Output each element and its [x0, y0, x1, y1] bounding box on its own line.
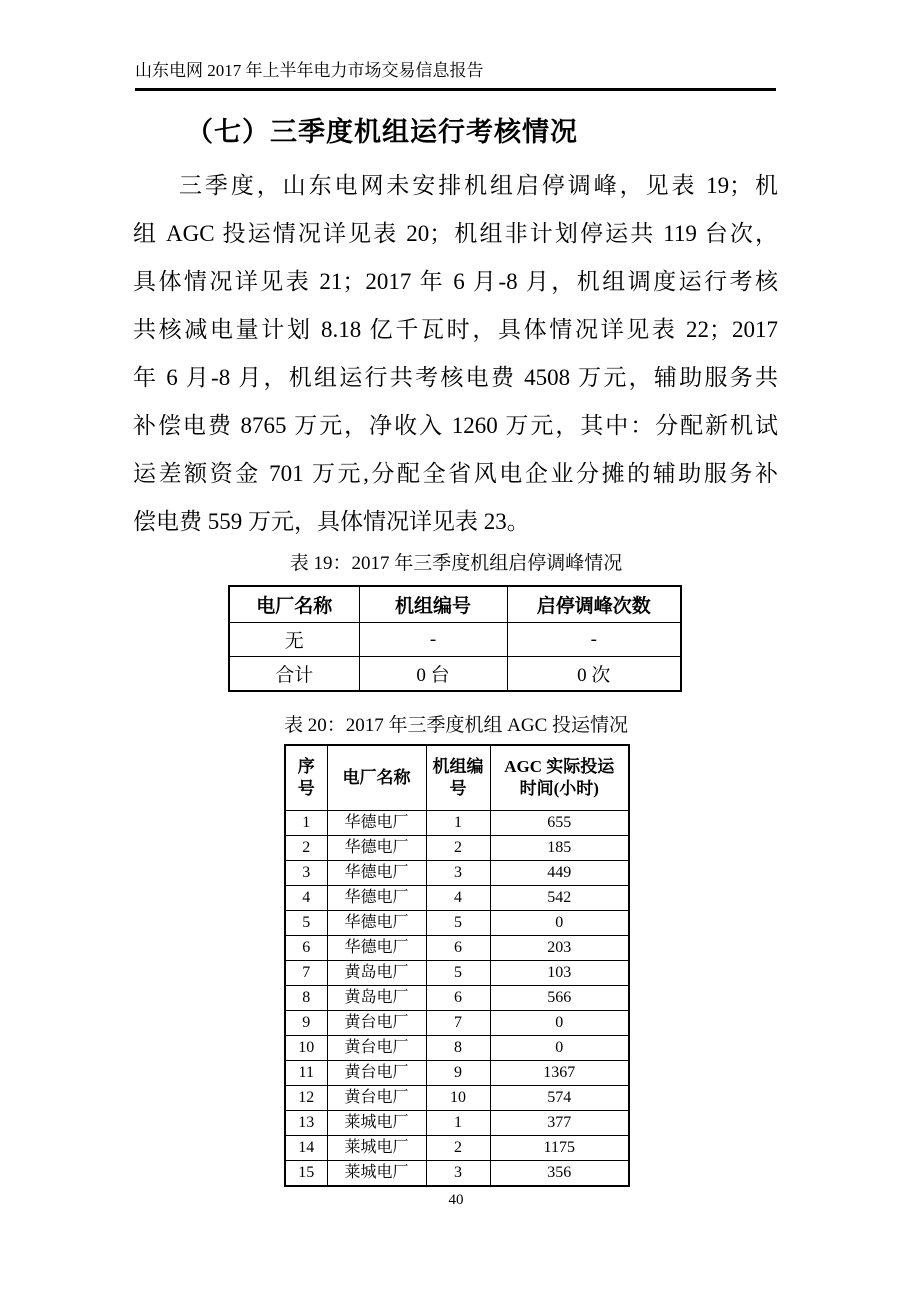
table20-header-row: [285, 745, 629, 811]
table19-cell: -: [359, 623, 507, 657]
table20-cell: 华德电厂: [327, 811, 426, 836]
table20-cell: 449: [490, 861, 629, 886]
table20-header-cell: 电厂名称: [327, 745, 426, 811]
table19-header-cell: 电厂名称: [229, 586, 359, 623]
table20: [284, 744, 630, 1187]
table20-cell: 11: [285, 1061, 327, 1086]
table20-cell: 3: [426, 1161, 490, 1187]
table20-cell: 12: [285, 1086, 327, 1111]
table20-cell: 华德电厂: [327, 886, 426, 911]
table20-cell: 4: [426, 886, 490, 911]
table20-cell: 6: [426, 936, 490, 961]
table20-cell: 14: [285, 1136, 327, 1161]
table-row: [285, 1161, 629, 1187]
table20-cell: 莱城电厂: [327, 1111, 426, 1136]
table20-cell: 0: [490, 1011, 629, 1036]
paragraph-line: 三季度，山东电网未安排机组启停调峰，见表 19；机: [179, 173, 778, 198]
table-row: [285, 1111, 629, 1136]
table20-cell: 1: [426, 811, 490, 836]
table20-cell: 6: [285, 936, 327, 961]
table20-cell: 5: [285, 911, 327, 936]
table20-cell: 黄台电厂: [327, 1086, 426, 1111]
table-row: [285, 1136, 629, 1161]
table19-header-cell: 机组编号: [359, 586, 507, 623]
table-row: [285, 986, 629, 1011]
table19-cell: 0 台: [359, 657, 507, 692]
table20-cell: 4: [285, 886, 327, 911]
table20-cell: 566: [490, 986, 629, 1011]
table20-cell: 655: [490, 811, 629, 836]
table-row: [229, 657, 681, 692]
table20-cell: 黄台电厂: [327, 1011, 426, 1036]
table20-cell: 0: [490, 1036, 629, 1061]
table-row: [285, 911, 629, 936]
table-row: [285, 961, 629, 986]
table20-cell: 6: [426, 986, 490, 1011]
table20-cell: 9: [426, 1061, 490, 1086]
table-row: [285, 811, 629, 836]
table20-cell: 1: [426, 1111, 490, 1136]
table19-cell: 合计: [229, 657, 359, 692]
table20-cell: 2: [426, 1136, 490, 1161]
paragraph-line: 年 6 月-8 月，机组运行共考核电费 4508 万元，辅助服务共: [133, 365, 778, 390]
table20-cell: 黄岛电厂: [327, 986, 426, 1011]
table20-cell: 5: [426, 961, 490, 986]
table20-cell: 0: [490, 911, 629, 936]
table-row: [285, 1061, 629, 1086]
table19-header-cell: 启停调峰次数: [507, 586, 681, 623]
table20-cell: 203: [490, 936, 629, 961]
body-paragraph: [133, 162, 778, 546]
table20-cell: 13: [285, 1111, 327, 1136]
page-number: 40: [448, 1192, 464, 1208]
table20-cell: 356: [490, 1161, 629, 1187]
table-row: [285, 1036, 629, 1061]
table20-cell: 574: [490, 1086, 629, 1111]
table20-cell: 华德电厂: [327, 911, 426, 936]
table20-cell: 华德电厂: [327, 936, 426, 961]
table-row: [285, 1011, 629, 1036]
paragraph-line: 组 AGC 投运情况详见表 20；机组非计划停运共 119 台次，: [133, 221, 778, 246]
table-row: [285, 936, 629, 961]
paragraph-line: 具体情况详见表 21；2017 年 6 月-8 月，机组调度运行考核: [133, 269, 778, 294]
table20-cell: 9: [285, 1011, 327, 1036]
table20-cell: 黄台电厂: [327, 1036, 426, 1061]
table20-cell: 1175: [490, 1136, 629, 1161]
running-header-title: 山东电网 2017 年上半年电力市场交易信息报告: [135, 61, 484, 80]
table20-cell: 3: [426, 861, 490, 886]
table20-cell: 3: [285, 861, 327, 886]
table-row: [285, 886, 629, 911]
table20-cell: 黄台电厂: [327, 1061, 426, 1086]
table20-cell: 7: [285, 961, 327, 986]
table20-cell: 185: [490, 836, 629, 861]
table20-cell: 莱城电厂: [327, 1136, 426, 1161]
table-row: [285, 1086, 629, 1111]
table20-cell: 10: [285, 1036, 327, 1061]
table20-cell: 华德电厂: [327, 836, 426, 861]
table19-cell: 无: [229, 623, 359, 657]
table20-cell: 8: [285, 986, 327, 1011]
table20-cell: 华德电厂: [327, 861, 426, 886]
table-row: [285, 861, 629, 886]
table19-cell: -: [507, 623, 681, 657]
table20-header-cell: 机组编号: [426, 745, 490, 811]
table20-cell: 7: [426, 1011, 490, 1036]
table20-cell: 1: [285, 811, 327, 836]
table20-header-cell: 序号: [285, 745, 327, 811]
paragraph-line: 共核减电量计划 8.18 亿千瓦时，具体情况详见表 22；2017: [133, 317, 778, 342]
table20-cell: 15: [285, 1161, 327, 1187]
table19-header-row: [229, 586, 681, 623]
table20-cell: 542: [490, 886, 629, 911]
paragraph-line: 补偿电费 8765 万元，净收入 1260 万元，其中：分配新机试: [133, 413, 778, 438]
paragraph-line: 偿电费 559 万元，具体情况详见表 23。: [133, 509, 530, 534]
table20-cell: 377: [490, 1111, 629, 1136]
table-row: [229, 623, 681, 657]
section-heading: （七）三季度机组运行考核情况: [186, 117, 578, 147]
table19-caption: 表 19：2017 年三季度机组启停调峰情况: [289, 553, 623, 574]
paragraph-line: 运差额资金 701 万元,分配全省风电企业分摊的辅助服务补: [133, 461, 778, 486]
table20-cell: 1367: [490, 1061, 629, 1086]
table19-cell: 0 次: [507, 657, 681, 692]
table20-cell: 10: [426, 1086, 490, 1111]
table20-cell: 2: [285, 836, 327, 861]
table20-cell: 103: [490, 961, 629, 986]
table19: [228, 585, 682, 692]
table20-caption: 表 20：2017 年三季度机组 AGC 投运情况: [283, 715, 629, 736]
table20-cell: 黄岛电厂: [327, 961, 426, 986]
table20-header-cell: AGC 实际投运 时间(小时): [490, 745, 629, 811]
running-header: [135, 60, 776, 91]
table-row: [285, 836, 629, 861]
table20-cell: 5: [426, 911, 490, 936]
table20-cell: 8: [426, 1036, 490, 1061]
table20-cell: 2: [426, 836, 490, 861]
table20-cell: 莱城电厂: [327, 1161, 426, 1187]
